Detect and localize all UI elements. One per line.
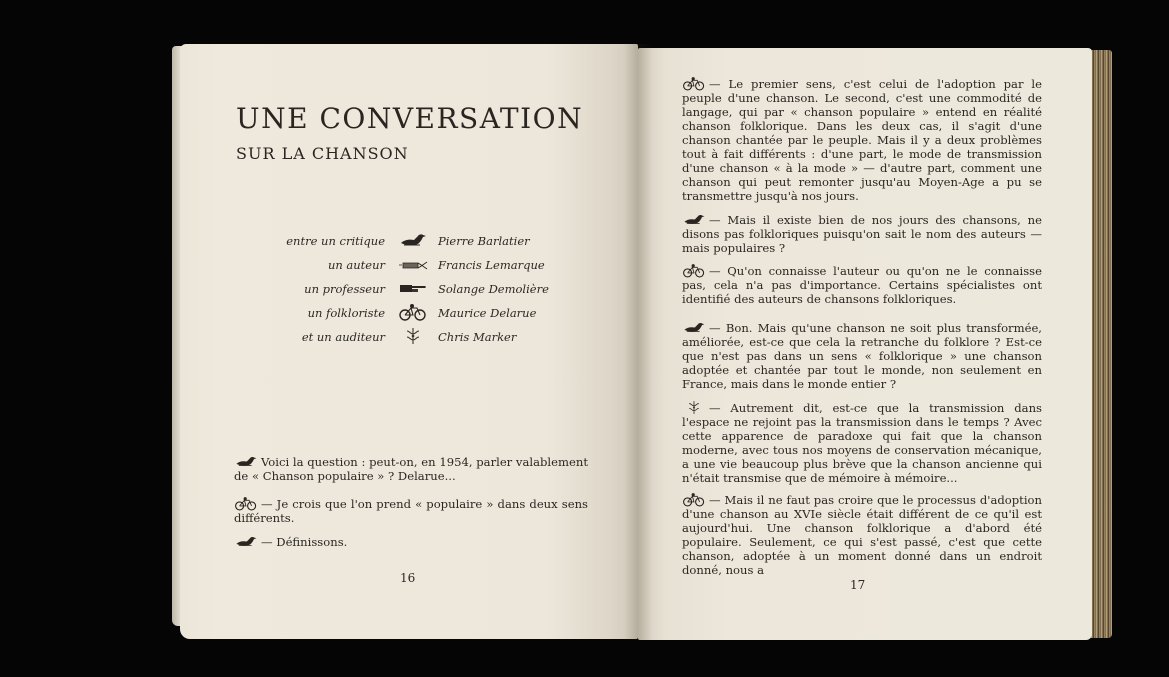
duck-icon xyxy=(234,454,258,469)
paragraph-text: — Je crois que l'on prend « populaire » dans deux sens différents. xyxy=(234,497,588,525)
dialogue-paragraph xyxy=(682,400,1042,485)
left-page xyxy=(180,44,638,639)
page-number: 17 xyxy=(850,578,866,592)
cast-row xyxy=(180,306,638,328)
dialogue-paragraph xyxy=(682,212,1042,255)
duck-icon xyxy=(234,534,258,549)
cast-role: et un auditeur xyxy=(301,330,385,344)
dialogue-paragraph xyxy=(682,492,1042,577)
bicycle-icon xyxy=(682,492,706,507)
pointing-hand-icon xyxy=(398,279,428,297)
ornament-icon xyxy=(682,400,706,415)
paragraph-text: — Définissons. xyxy=(261,535,348,549)
bicycle-icon xyxy=(398,303,428,321)
book-page-edges-right xyxy=(1090,50,1112,638)
duck-icon xyxy=(682,212,706,227)
cast-name: Pierre Barlatier xyxy=(438,234,530,248)
cast-row xyxy=(180,234,638,256)
cast-row xyxy=(180,330,638,352)
bicycle-icon xyxy=(234,496,258,511)
dialogue-paragraph xyxy=(682,76,1042,203)
cast-name: Francis Lemarque xyxy=(438,258,545,272)
cast-row xyxy=(180,258,638,280)
cast-role: entre un critique xyxy=(286,234,385,248)
paragraph-text: — Qu'on connaisse l'auteur ou qu'on ne le connaisse pas, cela n'a pas d'importance. Certains spécialistes ont identifié des auteurs de chansons folkloriques. xyxy=(682,264,1042,306)
cast-name: Maurice Delarue xyxy=(438,306,537,320)
paragraph-text: — Mais il ne faut pas croire que le processus d'adoption d'une chanson au XVIe siècle était différent de ce qu'il est aujourd'hui. Une chanson folklorique a d'abord été populaire. Seulement, ce qui s'est passé, c'est que cette chanson, adoptée à un moment donné dans un endroit donné, nous a xyxy=(682,493,1042,577)
paragraph-text: Voici la question : peut-on, en 1954, parler valablement de « Chanson populaire » ? Delarue... xyxy=(234,455,588,483)
cast-role: un folkloriste xyxy=(307,306,385,320)
dialogue-paragraph xyxy=(234,534,588,549)
paragraph-text: — Le premier sens, c'est celui de l'adoption par le peuple d'une chanson. Le second, c'est une commodité de langage, qui par « chanson populaire » entend en réalité chanson folklorique. Dans les deux cas, il s'agit d'une chanson chantée par le peuple. Mais il y a deux problèmes tout à fait différents : d'une part, le mode de transmission d'une chanson « à la mode » — d'autre part, comment une chanson qui peut remonter jusqu'au Moyen-Age a pu se transmettre jusqu'à nos jours. xyxy=(682,77,1042,203)
bicycle-icon xyxy=(682,76,706,91)
bicycle-icon xyxy=(682,263,706,278)
cast-role: un professeur xyxy=(304,282,385,296)
right-page xyxy=(638,48,1092,640)
paragraph-text: — Mais il existe bien de nos jours des chansons, ne disons pas folkloriques puisqu'on sait le nom des auteurs — mais populaires ? xyxy=(682,213,1042,255)
paragraph-text: — Bon. Mais qu'une chanson ne soit plus transformée, améliorée, est-ce que cela la retranche du folklore ? Est-ce que n'est pas dans un sens « folklorique » une chanson adoptée et chantée par tout le monde, non seulement en France, mais dans le monde entier ? xyxy=(682,321,1042,391)
duck-icon xyxy=(398,231,428,249)
pen-icon xyxy=(398,255,428,273)
dialogue-paragraph xyxy=(682,263,1042,306)
cast-role: un auteur xyxy=(327,258,385,272)
ornament-icon xyxy=(398,327,428,345)
paragraph-text: — Autrement dit, est-ce que la transmission dans l'espace ne rejoint pas la transmission dans le temps ? Avec cette apparence de paradoxe qui fait que la chanson moderne, avec tous nos moyens de conservation mécanique, a une vie beaucoup plus brève que la chanson ancienne qui n'était transmise que de mémoire à mémoire... xyxy=(682,401,1042,485)
dialogue-paragraph xyxy=(234,496,588,525)
cast-row xyxy=(180,282,638,304)
page-number: 16 xyxy=(400,571,416,585)
dialogue-paragraph xyxy=(234,454,588,483)
cast-name: Solange Demolière xyxy=(438,282,549,296)
duck-icon xyxy=(682,320,706,335)
cast-name: Chris Marker xyxy=(438,330,517,344)
page-subtitle: SUR LA CHANSON xyxy=(236,144,409,163)
dialogue-paragraph xyxy=(682,320,1042,391)
page-title: UNE CONVERSATION xyxy=(236,102,584,135)
